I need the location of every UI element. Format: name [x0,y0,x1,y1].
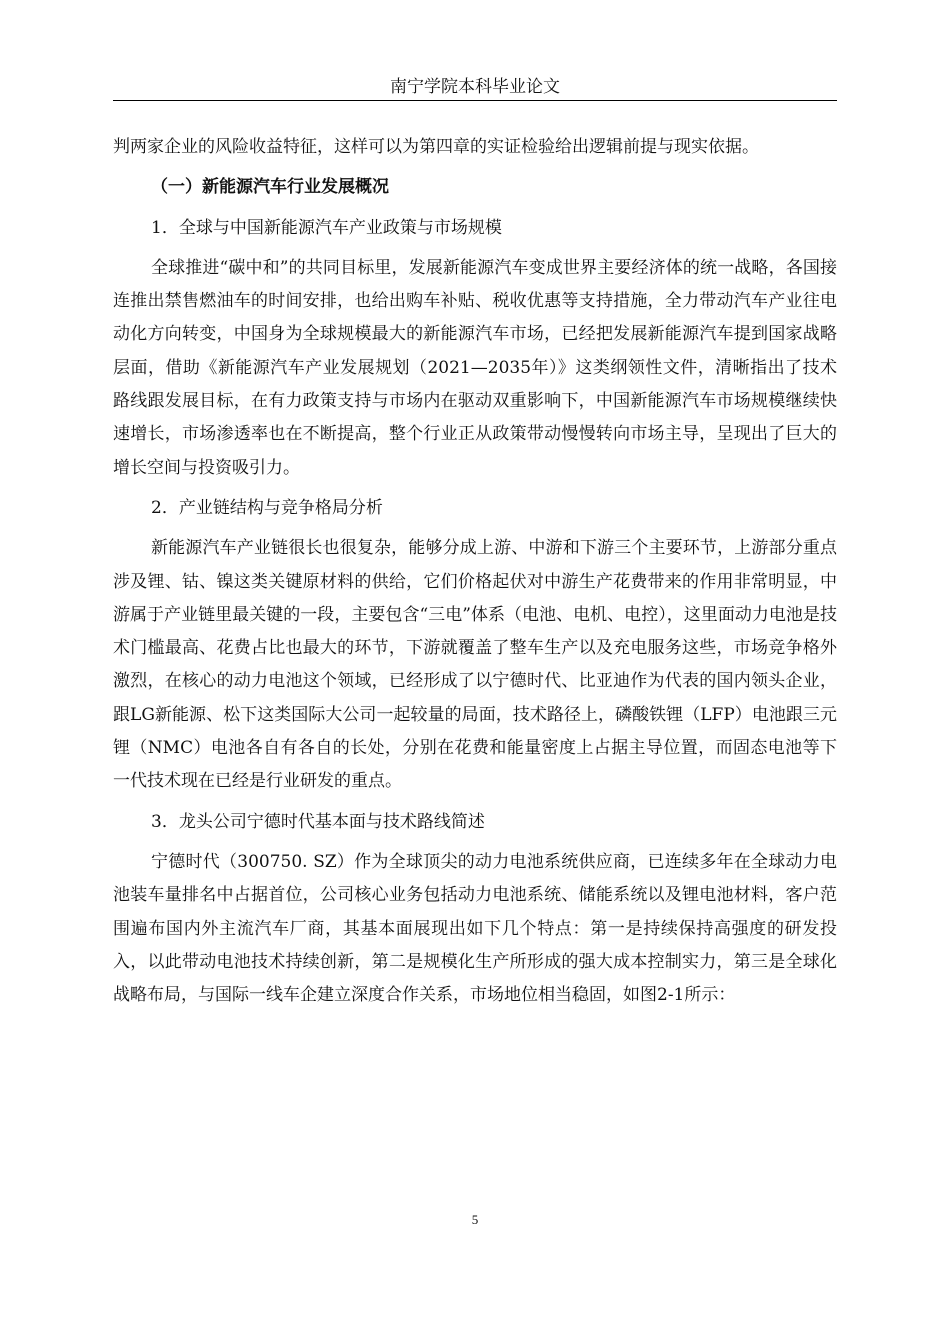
paragraph-catl-fundamentals: 宁德时代（300750. SZ）作为全球顶尖的动力电池系统供应商，已连续多年在全球动力电池装车量排名中占据首位，公司核心业务包括动力电池系统、储能系统以及锂电池材料，客户范围遍布国内外主流汽车厂商，其基本面展现出如下几个特点：第一是持续保持高强度的研发投入，以此带动电池技术持续创新，第二是规模化生产所形成的强大成本控制实力，第三是全球化战略布局，与国际一线车企建立深度合作关系，市场地位相当稳固，如图2-1所示： [113,851,837,1006]
paragraph-policy-market: 全球推进“碳中和”的共同目标里，发展新能源汽车变成世界主要经济体的统一战略，各国接连推出禁售燃油车的时间安排，也给出购车补贴、税收优惠等支持措施，全力带动汽车产业往电动化方向转变，中国身为全球规模最大的新能源汽车市场，已经把发展新能源汽车提到国家战略层面，借助《新能源汽车产业发展规划（2021—2035年）》这类纲领性文件，清晰指出了技术路线跟发展目标，在有力政策支持与市场内在驱动双重影响下，中国新能源汽车市场规模继续快速增长，市场渗透率也在不断提高，整个行业正从政策带动慢慢转向市场主导，呈现出了巨大的增长空间与投资吸引力。 [113,257,837,478]
subsection-heading-3: 3．龙头公司宁德时代基本面与技术路线简述 [151,811,485,832]
header-rule [113,100,837,101]
running-header: 南宁学院本科毕业论文 [390,77,560,97]
page-body [113,131,837,1012]
paragraph-industry-chain: 新能源汽车产业链很长也很复杂，能够分成上游、中游和下游三个主要环节，上游部分重点涉及锂、钴、镍这类关键原材料的供给，它们价格起伏对中游生产花费带来的作用非常明显，中游属于产业链里最关键的一段，主要包含“三电”体系（电池、电机、电控），这里面动力电池是技术门槛最高、花费占比也最大的环节，下游就覆盖了整车生产以及充电服务这些，市场竞争格外激烈，在核心的动力电池这个领域，已经形成了以宁德时代、比亚迪作为代表的国内领头企业，跟LG新能源、松下这类国际大公司一起较量的局面，技术路径上，磷酸铁锂（LFP）电池跟三元锂（NMC）电池各自有各自的长处，分别在花费和能量密度上占据主导位置，而固态电池等下一代技术现在已经是行业研发的重点。 [113,538,837,792]
page-number: 5 [471,1212,479,1227]
section-heading: （一）新能源汽车行业发展概况 [151,177,389,198]
intro-tail-paragraph: 判两家企业的风险收益特征，这样可以为第四章的实证检验给出逻辑前提与现实依据。 [113,137,759,157]
subsection-heading-2: 2．产业链结构与竞争格局分析 [151,497,383,518]
subsection-heading-1: 1．全球与中国新能源汽车产业政策与市场规模 [151,217,502,238]
